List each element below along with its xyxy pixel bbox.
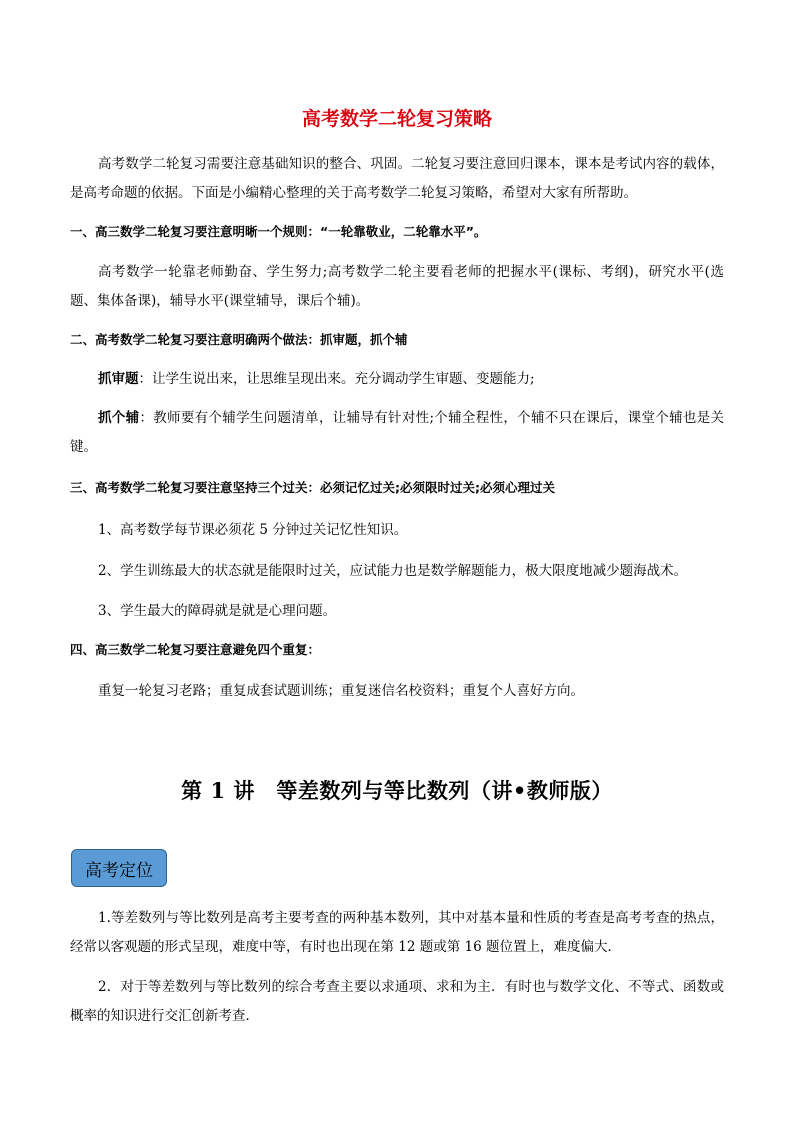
exam-position-badge: 高考定位 <box>71 849 167 887</box>
lecture-point-2: 2．对于等差数列与等比数列的综合考查主要以求通项、求和为主．有时也与数学文化、不等式、函数或概率的知识进行交汇创新考查． <box>70 979 724 1024</box>
section-heading-3: 三、高考数学二轮复习要注意坚持三个过关：必须记忆过关;必须限时过关;必须心理过关 <box>70 480 555 495</box>
lecture-title: 第 1 讲 等差数列与等比数列（讲•教师版） <box>181 778 613 803</box>
item-label: 抓审题 <box>98 371 139 387</box>
section-heading-4: 四、高三数学二轮复习要注意避免四个重复： <box>70 642 321 657</box>
section-3-item-3: 3、学生最大的障碍就是就是心理问题。 <box>98 603 337 619</box>
section-3-item-1: 1、高考数学每节课必须花 5 分钟过关记忆性知识。 <box>98 522 408 538</box>
lecture-point-1: 1.等差数列与等比数列是高考主要考查的两种基本数列，其中对基本量和性质的考查是高考考查的热点，经常以客观题的形式呈现，难度中等，有时也出现在第 12 题或第 16 题位置上，难度偏大． <box>70 910 724 955</box>
section-heading-2: 二、高考数学二轮复习要注意明确两个做法：抓审题，抓个辅 <box>70 332 408 347</box>
item-label: 抓个辅 <box>98 410 140 426</box>
section-heading-1: 一、高三数学二轮复习要注意明晰一个规则：“一轮靠敬业，二轮靠水平”。 <box>70 224 487 239</box>
section-2-item-1 <box>70 365 724 394</box>
intro-paragraph: 高考数学二轮复习需要注意基础知识的整合、巩固。二轮复习要注意回归课本，课本是考试内容的载体，是高考命题的依据。下面是小编精心整理的关于高考数学二轮复习策略，希望对大家有所帮助。 <box>70 156 724 201</box>
item-text: ：教师要有个辅学生问题清单，让辅导有针对性;个辅全程性，个辅不只在课后，课堂个辅也是关键。 <box>70 410 724 455</box>
strategy-title: 高考数学二轮复习策略 <box>301 108 492 130</box>
section-4-text: 重复一轮复习老路；重复成套试题训练；重复迷信名校资料；重复个人喜好方向。 <box>98 683 584 699</box>
section-1-paragraph: 高考数学一轮靠老师勤奋、学生努力;高考数学二轮主要看老师的把握水平(课标、考纲)，研究水平(选题、集体备课)，辅导水平(课堂辅导，课后个辅)。 <box>70 264 724 309</box>
section-3-item-2: 2、学生训练最大的状态就是能限时过关，应试能力也是数学解题能力，极大限度地减少题海战术。 <box>98 563 688 579</box>
item-text: ：让学生说出来，让思维呈现出来。充分调动学生审题、变题能力; <box>138 371 535 387</box>
section-2-item-2 <box>70 404 724 462</box>
